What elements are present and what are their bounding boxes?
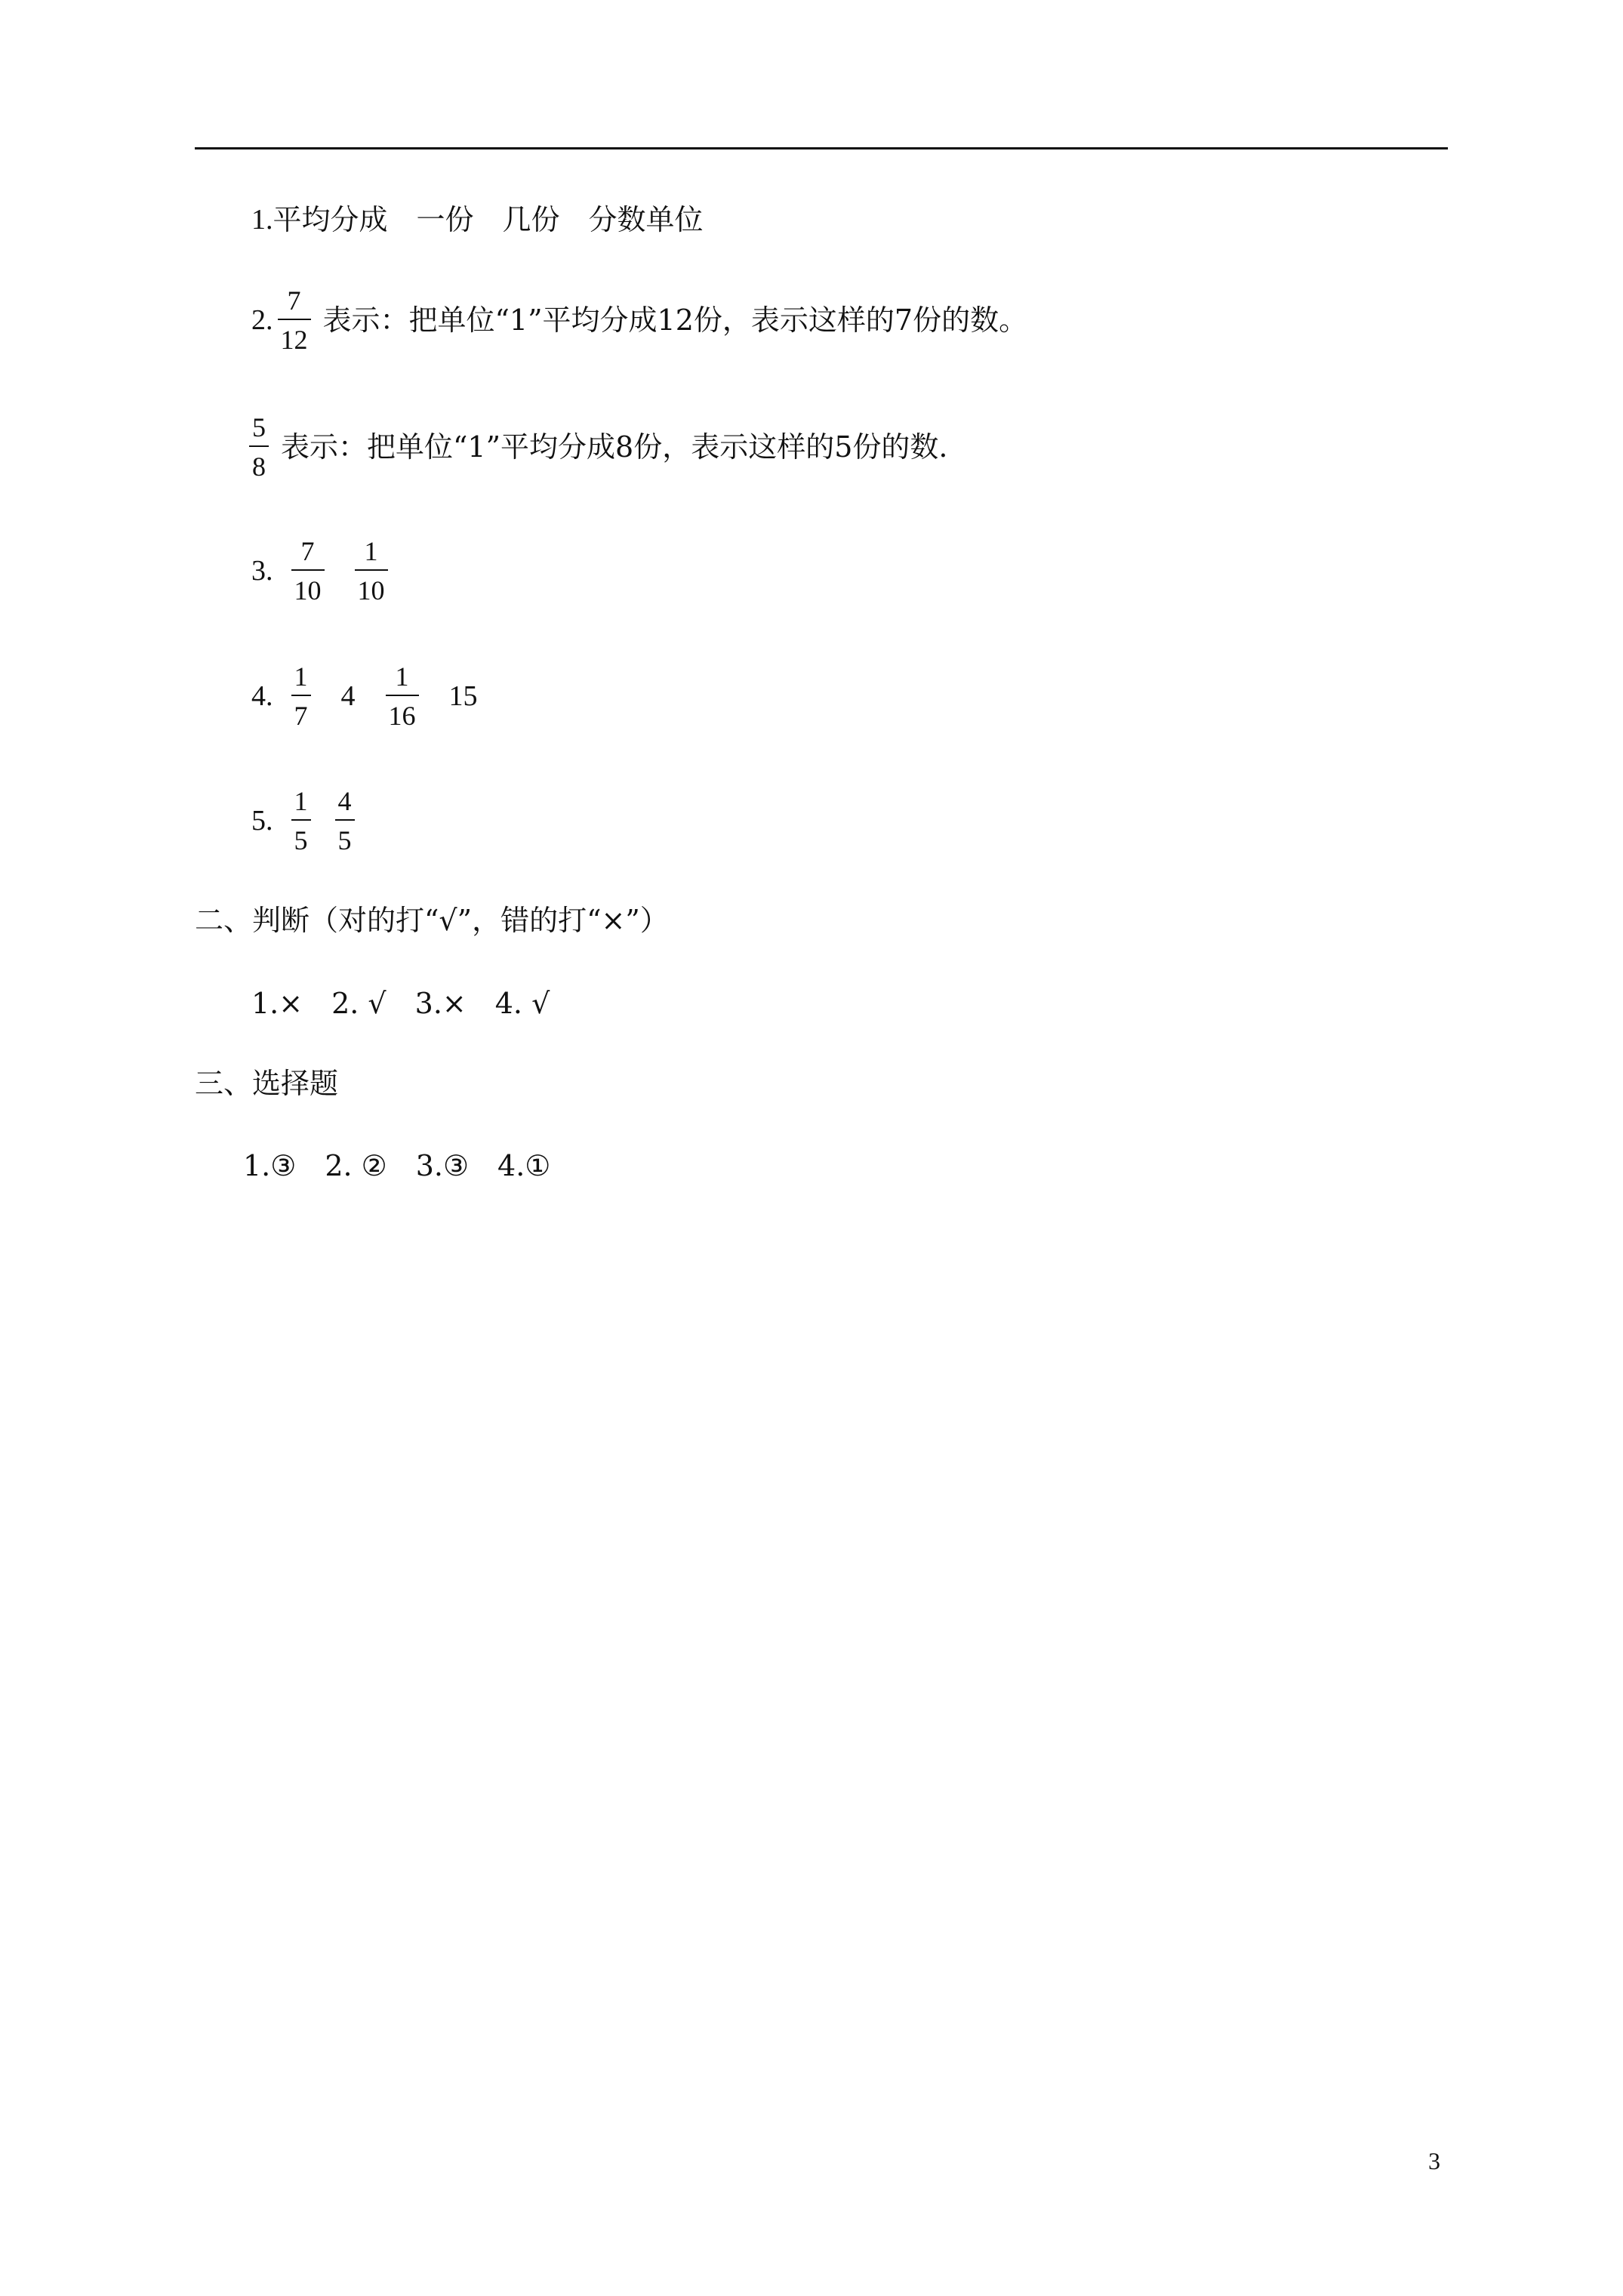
answer-2b xyxy=(249,414,947,480)
answer-1-number: 1. xyxy=(251,204,273,236)
answer-1 xyxy=(251,205,704,234)
fraction-5-8 xyxy=(249,414,269,480)
fraction-numerator: 5 xyxy=(252,412,266,442)
fraction-denominator: 10 xyxy=(355,569,388,604)
fraction-denominator: 12 xyxy=(278,319,311,353)
fraction-7-10 xyxy=(291,538,325,604)
fraction-numerator: 7 xyxy=(300,536,315,566)
answer-1-part-4: 分数单位 xyxy=(588,203,704,236)
page-number: 3 xyxy=(1428,2147,1440,2174)
answer-5-number: 5. xyxy=(251,805,273,837)
fraction-numerator: 1 xyxy=(294,661,308,692)
section-3-heading: 三、选择题 xyxy=(195,1067,339,1100)
fraction-denominator: 7 xyxy=(291,695,311,729)
fraction-4-5 xyxy=(335,787,355,854)
fraction-denominator: 8 xyxy=(249,445,269,480)
answer-4 xyxy=(251,663,478,729)
fraction-numerator: 1 xyxy=(294,786,308,816)
answer-2 xyxy=(251,287,1027,353)
fraction-7-12 xyxy=(278,287,311,353)
header-rule xyxy=(195,147,1448,149)
answer-4-value-a: 4 xyxy=(340,680,356,712)
fraction-numerator: 1 xyxy=(364,536,378,566)
fraction-denominator: 5 xyxy=(335,819,355,854)
fraction-numerator: 7 xyxy=(287,285,301,316)
answer-2b-text: 表示：把单位“1”平均分成8份，表示这样的5份的数. xyxy=(281,430,948,464)
answer-3 xyxy=(251,538,393,604)
fraction-numerator: 4 xyxy=(337,786,352,816)
answer-2-text: 表示：把单位“1”平均分成12份，表示这样的7份的数。 xyxy=(322,304,1028,337)
section-2-heading: 二、判断（对的打“√”，错的打“×”） xyxy=(195,904,669,937)
fraction-numerator: 1 xyxy=(395,661,409,692)
fraction-1-10 xyxy=(355,538,388,604)
fraction-denominator: 5 xyxy=(291,819,311,854)
fraction-1-7 xyxy=(291,663,311,729)
answer-4-number: 4. xyxy=(251,680,273,712)
answer-1-part-3: 几份 xyxy=(502,203,560,236)
answer-4-value-b: 15 xyxy=(448,680,478,712)
section-2-answers: 1.× 2. √ 3.× 4. √ xyxy=(251,987,550,1020)
fraction-denominator: 10 xyxy=(291,569,325,604)
fraction-1-5 xyxy=(291,787,311,854)
section-3-answers: 1.③ 2. ② 3.③ 4.① xyxy=(243,1149,551,1182)
answer-5 xyxy=(251,787,359,854)
fraction-1-16 xyxy=(386,663,419,729)
answer-1-part-1: 平均分成 xyxy=(273,203,388,236)
answer-3-number: 3. xyxy=(251,555,273,587)
answer-2-number: 2. xyxy=(251,304,273,336)
fraction-denominator: 16 xyxy=(386,695,419,729)
answer-1-part-2: 一份 xyxy=(416,203,474,236)
